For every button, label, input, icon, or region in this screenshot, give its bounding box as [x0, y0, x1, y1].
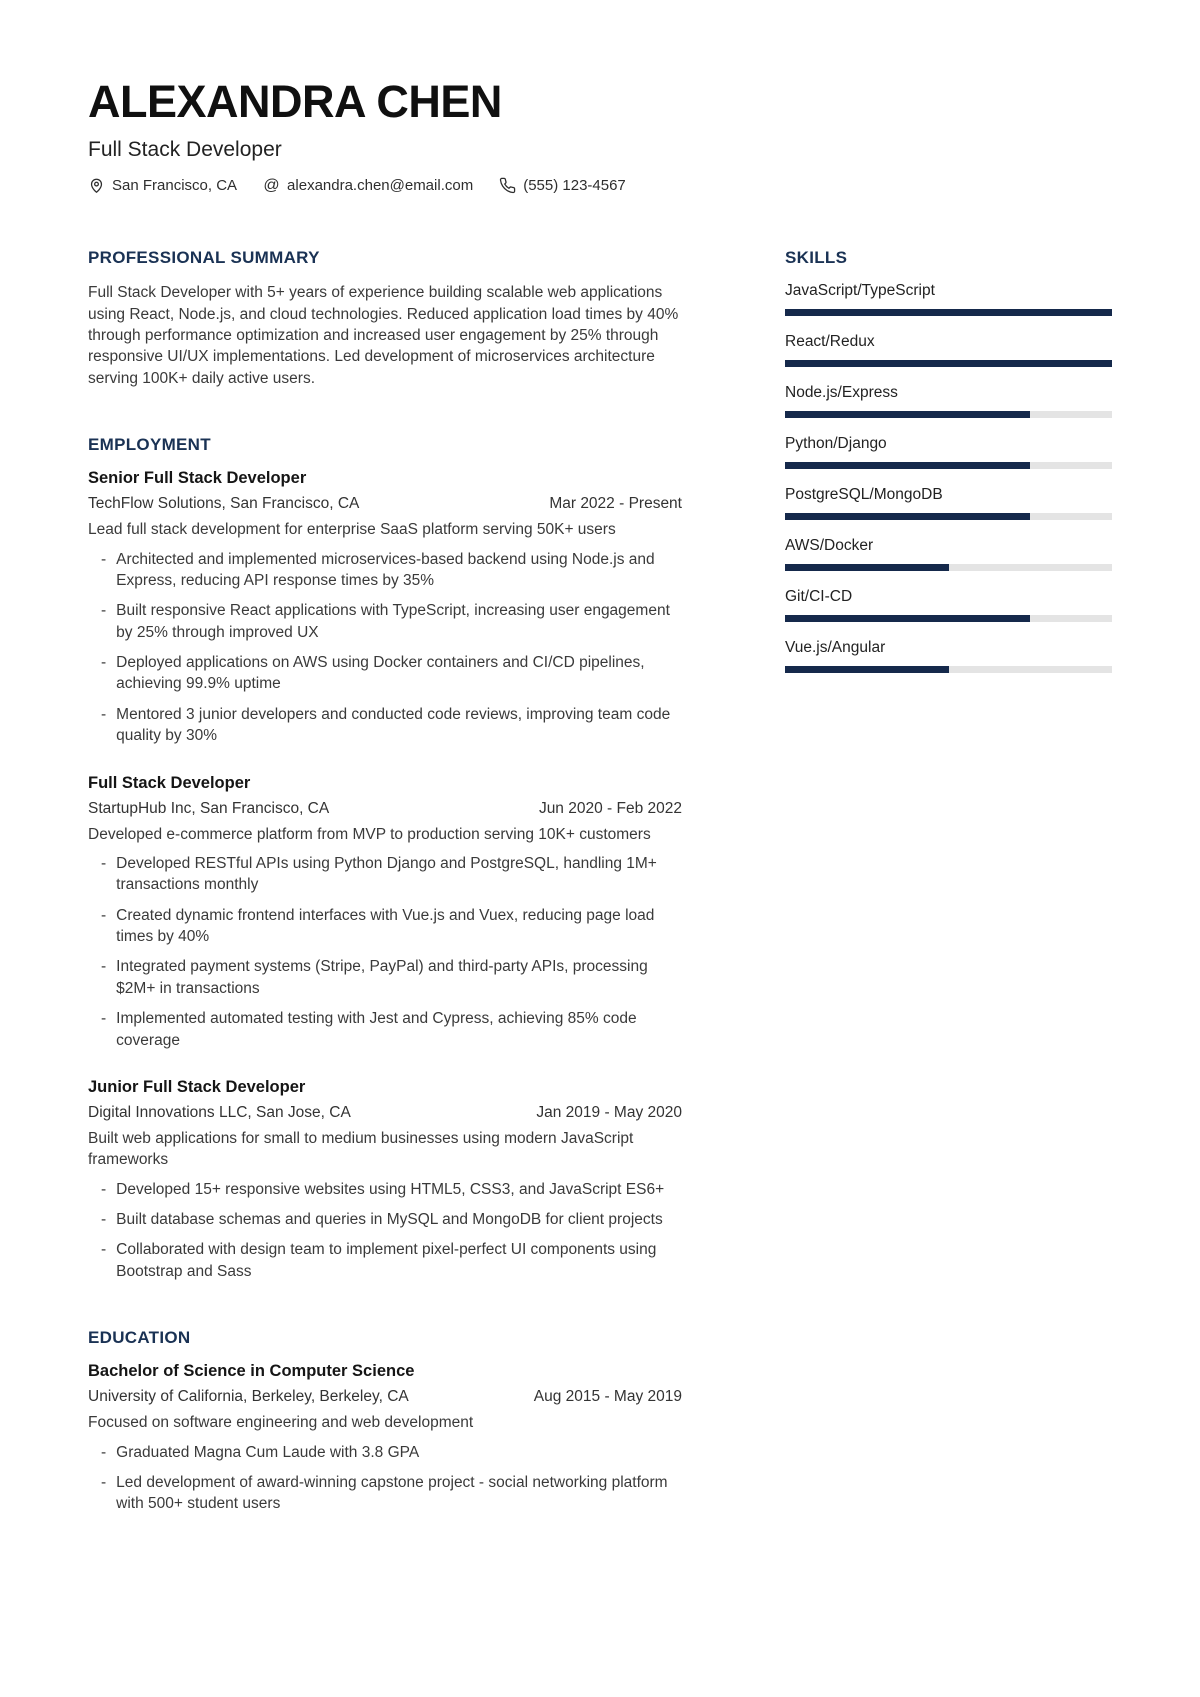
contact-phone [499, 177, 626, 194]
bullet-item [88, 956, 682, 999]
company-location: University of California, Berkeley, Berkeley, CA [88, 1388, 409, 1406]
bullet-text: Built database schemas and queries in MySQL and MongoDB for client projects [116, 1211, 663, 1228]
skill-label: Python/Django [785, 435, 887, 453]
contact-row [88, 177, 1112, 194]
skill-bar-fill [785, 360, 1112, 367]
skill-label: Git/CI-CD [785, 588, 853, 606]
bullet-text: Mentored 3 junior developers and conducted code reviews, improving team code quality by 30% [116, 705, 671, 745]
education-entry [88, 1362, 682, 1515]
skill-bar-track [785, 411, 1112, 418]
skill-label: Vue.js/Angular [785, 639, 886, 657]
skill-bar-track [785, 615, 1112, 622]
bullet-text: Led development of award-winning capstone project - social networking platform with 500+ student users [116, 1473, 668, 1513]
bullet-list [88, 853, 682, 1051]
bullet-text: Developed RESTful APIs using Python Django and PostgreSQL, handling 1M+ transactions monthly [116, 854, 657, 894]
entry-meta-row [88, 495, 682, 513]
bullet-item [88, 652, 682, 695]
skill-bar-track [785, 309, 1112, 316]
skill-item [785, 639, 1112, 673]
skill-bar-fill [785, 564, 949, 571]
role-description: Built web applications for small to medium businesses using modern JavaScript frameworks [88, 1129, 634, 1169]
date-range: Mar 2022 - Present [549, 495, 682, 513]
skill-bar-fill [785, 462, 1030, 469]
section-skills [785, 248, 1112, 673]
skill-label: React/Redux [785, 333, 875, 351]
entry-meta-row [88, 800, 682, 818]
skill-label: JavaScript/TypeScript [785, 282, 935, 300]
bullet-list [88, 1179, 682, 1283]
phone-icon [499, 177, 516, 194]
degree-title: Bachelor of Science in Computer Science [88, 1362, 415, 1381]
skill-bar-track [785, 360, 1112, 367]
bullet-dash: - [101, 550, 107, 568]
bullet-dash: - [101, 1180, 107, 1198]
at-icon: @ [263, 176, 280, 194]
job-title: Junior Full Stack Developer [88, 1077, 306, 1096]
bullet-text: Deployed applications on AWS using Docker containers and CI/CD pipelines, achieving 99.9% uptime [116, 654, 645, 693]
bullet-dash: - [101, 906, 107, 924]
bullet-dash: - [101, 1443, 107, 1461]
bullet-text: Built responsive React applications with TypeScript, increasing user engagement by 25% through improved UX [116, 602, 670, 641]
skill-bar-fill [785, 666, 949, 673]
bullet-text: Developed 15+ responsive websites using HTML5, CSS3, and JavaScript ES6+ [116, 1180, 665, 1198]
date-range: Jan 2019 - May 2020 [536, 1103, 682, 1121]
bullet-item [88, 549, 682, 592]
skill-bar-fill [785, 309, 1112, 316]
bullet-dash: - [101, 854, 107, 872]
job-entry [88, 469, 682, 746]
contact-text: San Francisco, CA [112, 177, 238, 195]
job-entry [88, 1078, 682, 1282]
bullet-item [88, 600, 682, 643]
skill-item [785, 384, 1112, 418]
bullet-item [88, 853, 682, 896]
content-columns [88, 248, 1112, 1514]
skill-bar-fill [785, 615, 1030, 622]
skills-heading: SKILLS [785, 248, 848, 268]
skill-bar-track [785, 564, 1112, 571]
company-location: Digital Innovations LLC, San Jose, CA [88, 1103, 351, 1121]
skill-item [785, 282, 1112, 316]
education-heading: EDUCATION [88, 1328, 191, 1348]
skills-column [785, 248, 1112, 1514]
bullet-item [88, 1239, 682, 1282]
bullet-dash: - [101, 654, 107, 671]
bullet-item [88, 1179, 682, 1200]
education-container [88, 1362, 682, 1515]
summary-heading: PROFESSIONAL SUMMARY [88, 248, 320, 268]
role-description: Focused on software engineering and web development [88, 1414, 474, 1432]
skill-item [785, 333, 1112, 367]
bullet-text: Graduated Magna Cum Laude with 3.8 GPA [116, 1443, 420, 1461]
skill-bar-fill [785, 411, 1030, 418]
skill-item [785, 588, 1112, 622]
contact-location [88, 177, 237, 194]
bullet-item [88, 704, 682, 747]
summary-text: Full Stack Developer with 5+ years of experience building scalable web applications using React, Node.js, and cloud technologies. Reduced application load times by 40% through performance optimization and increased user engagement by 25% through responsive UI/UX implementations. Led development of microservices architecture serving 100K+ daily active users. [88, 284, 679, 387]
bullet-item [88, 1442, 682, 1463]
bullet-text: Implemented automated testing with Jest and Cypress, achieving 85% code coverage [116, 1010, 637, 1049]
bullet-text: Architected and implemented microservices-based backend using Node.js and Express, reducing API response times by 35% [116, 550, 655, 589]
bullet-dash: - [101, 602, 107, 620]
bullet-dash: - [101, 958, 107, 976]
entry-meta-row [88, 1104, 682, 1122]
job-title: Senior Full Stack Developer [88, 469, 307, 488]
person-name: ALEXANDRA CHEN [88, 76, 502, 127]
bullet-dash: - [101, 1010, 107, 1028]
resume-header [88, 78, 1112, 194]
bullet-list [88, 1442, 682, 1515]
bullet-item [88, 1472, 682, 1515]
skill-bar-track [785, 462, 1112, 469]
skill-bar-fill [785, 513, 1030, 520]
bullet-dash: - [101, 1241, 107, 1259]
employment-heading: EMPLOYMENT [88, 435, 211, 455]
company-location: TechFlow Solutions, San Francisco, CA [88, 495, 360, 513]
bullet-dash: - [101, 1211, 107, 1228]
contact-email [263, 177, 473, 194]
company-location: StartupHub Inc, San Francisco, CA [88, 799, 330, 817]
bullet-list [88, 549, 682, 747]
bullet-dash: - [101, 1473, 107, 1491]
bullet-item [88, 905, 682, 948]
section-professional-summary [88, 248, 682, 389]
bullet-item [88, 1209, 682, 1230]
bullet-text: Collaborated with design team to implement pixel-perfect UI components using Bootstrap and Sass [116, 1241, 657, 1280]
section-employment [88, 435, 682, 1282]
location-pin-icon [88, 177, 105, 194]
date-range: Jun 2020 - Feb 2022 [538, 799, 682, 817]
skill-label: AWS/Docker [785, 537, 874, 555]
bullet-text: Integrated payment systems (Stripe, PayPal) and third-party APIs, processing $2M+ in transactions [116, 958, 648, 997]
skill-bar-track [785, 513, 1112, 520]
role-description: Developed e-commerce platform from MVP to production serving 10K+ customers [88, 825, 651, 843]
job-title: Full Stack Developer [88, 773, 251, 792]
bullet-text: Created dynamic frontend interfaces with Vue.js and Vuex, reducing page load times by 40% [116, 906, 655, 945]
skill-item [785, 486, 1112, 520]
date-range: Aug 2015 - May 2019 [533, 1388, 682, 1406]
bullet-dash: - [101, 705, 107, 723]
skills-container [785, 282, 1112, 673]
job-entry [88, 774, 682, 1051]
section-education [88, 1328, 682, 1515]
skill-item [785, 537, 1112, 571]
contact-text: alexandra.chen@email.com [287, 177, 474, 195]
skill-label: PostgreSQL/MongoDB [785, 486, 943, 504]
person-title: Full Stack Developer [88, 138, 282, 162]
skill-bar-track [785, 666, 1112, 673]
skill-label: Node.js/Express [785, 384, 898, 402]
jobs-container [88, 469, 682, 1282]
bullet-item [88, 1008, 682, 1051]
role-description: Lead full stack development for enterprise SaaS platform serving 50K+ users [88, 521, 616, 539]
main-column [88, 248, 682, 1514]
contact-text: (555) 123-4567 [523, 177, 626, 195]
skill-item [785, 435, 1112, 469]
entry-meta-row [88, 1388, 682, 1406]
